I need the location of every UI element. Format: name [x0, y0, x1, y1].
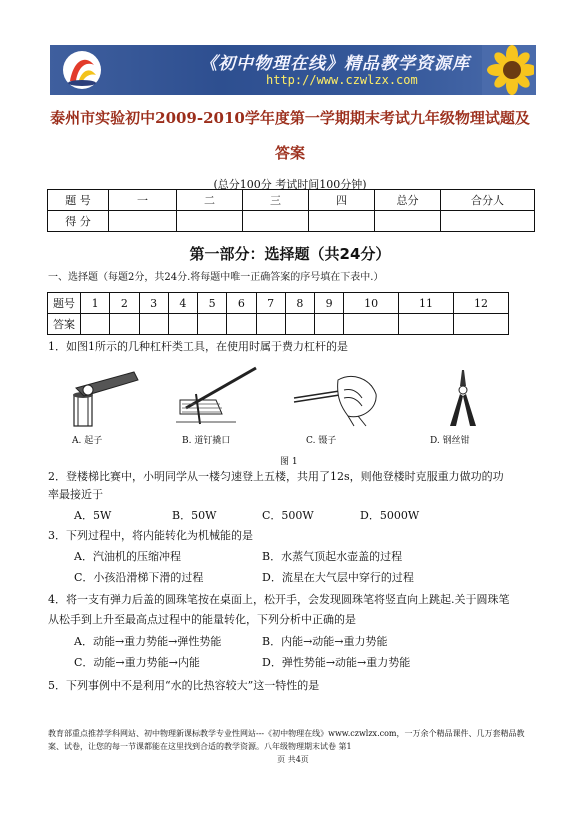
- answer-cell[interactable]: [139, 314, 168, 335]
- q2-option-b[interactable]: B．50W: [172, 509, 217, 522]
- question-2-line2: 率最接近于: [48, 488, 103, 501]
- question-4-line1: 4．将一支有弹力后盖的圆珠笔按在桌面上，松开手，会发现圆珠笔将竖直向上跳起.关于圆珠笔: [48, 593, 510, 606]
- question-4-line2: 从松手到上升至最高点过程中的能量转化，下列分析中正确的是: [48, 613, 356, 626]
- answer-number-cell: 9: [315, 293, 344, 314]
- answer-row-label: 题号: [48, 293, 81, 314]
- answer-input-row: [48, 314, 509, 335]
- answer-cell[interactable]: [315, 314, 344, 335]
- q4-option-c[interactable]: C．动能→重力势能→内能: [74, 656, 200, 669]
- answer-row-label: 答案: [48, 314, 81, 335]
- figure-bottle-opener: [68, 366, 148, 428]
- score-cell[interactable]: [177, 211, 243, 232]
- q3-option-d[interactable]: D．流星在大气层中穿行的过程: [262, 571, 414, 584]
- figure-rail-spike-lever: [176, 364, 262, 428]
- caption-b: B. 道钉撬口: [182, 436, 231, 446]
- site-banner: [50, 45, 536, 95]
- site-logo-icon: [60, 49, 104, 91]
- answer-number-row: [48, 293, 509, 314]
- question-1-text: 1．如图1所示的几种杠杆类工具，在使用时属于费力杠杆的是: [48, 340, 348, 353]
- answer-cell[interactable]: [399, 314, 454, 335]
- answer-number-cell: 4: [168, 293, 197, 314]
- caption-d: D. 钢丝钳: [430, 436, 470, 446]
- q2-option-a[interactable]: A．5W: [74, 509, 112, 522]
- answer-cell[interactable]: [81, 314, 110, 335]
- score-header-cell: 一: [109, 190, 177, 211]
- q4-option-a[interactable]: A．动能→重力势能→弹性势能: [74, 635, 222, 648]
- score-table-header-row: [48, 190, 535, 211]
- question-5-text: 5．下列事例中不是利用“水的比热容较大”这一特性的是: [48, 679, 320, 692]
- q3-option-b[interactable]: B．水蒸气顶起水壶盖的过程: [262, 550, 403, 563]
- figure-pliers: [446, 368, 482, 428]
- answer-number-cell: 6: [227, 293, 256, 314]
- footer-line2: 页 共4页: [277, 755, 309, 764]
- answer-number-cell: 5: [198, 293, 227, 314]
- score-header-cell: 三: [243, 190, 309, 211]
- answer-number-cell: 10: [344, 293, 399, 314]
- score-cell[interactable]: [309, 211, 375, 232]
- answer-number-cell: 7: [256, 293, 285, 314]
- answer-cell[interactable]: [344, 314, 399, 335]
- answer-cell[interactable]: [110, 314, 139, 335]
- answer-number-cell: 12: [453, 293, 508, 314]
- document-title-line2: 答案: [274, 144, 305, 162]
- page-footer: [48, 727, 538, 766]
- score-header-cell: 总分: [375, 190, 441, 211]
- score-table: [47, 189, 535, 232]
- pliers-icon: [446, 368, 482, 428]
- score-table-score-row: [48, 211, 535, 232]
- q4-option-b[interactable]: B．内能→动能→重力势能: [262, 635, 388, 648]
- score-cell[interactable]: [243, 211, 309, 232]
- score-header-cell: 四: [309, 190, 375, 211]
- answer-cell[interactable]: [285, 314, 314, 335]
- question-3-text: 3．下列过程中，将内能转化为机械能的是: [48, 529, 253, 542]
- answer-number-cell: 11: [399, 293, 454, 314]
- exam-meta: (总分100分 考试时间100分钟): [213, 178, 367, 191]
- q3-option-c[interactable]: C．小孩沿滑梯下滑的过程: [74, 571, 204, 584]
- answer-table: [47, 292, 509, 335]
- answer-cell[interactable]: [453, 314, 508, 335]
- score-header-cell: 题 号: [48, 190, 109, 211]
- score-header-cell: 二: [177, 190, 243, 211]
- answer-number-cell: 3: [139, 293, 168, 314]
- q3-option-a[interactable]: A．汽油机的压缩冲程: [74, 550, 181, 563]
- answer-number-cell: 1: [81, 293, 110, 314]
- score-header-cell: 合分人: [441, 190, 535, 211]
- answer-cell[interactable]: [198, 314, 227, 335]
- question-2-line1: 2．登楼梯比赛中，小明同学从一楼匀速登上五楼，共用了12s，则他登楼时克服重力做功的功: [48, 470, 504, 483]
- tweezers-icon: [292, 368, 382, 428]
- answer-number-cell: 8: [285, 293, 314, 314]
- figure-1-label: 图 1: [280, 457, 298, 467]
- figure-tweezers: [292, 368, 382, 428]
- score-cell[interactable]: [441, 211, 535, 232]
- answer-cell[interactable]: [227, 314, 256, 335]
- footer-line1: 教育部重点推荐学科网站、初中物理新课标教学专业性网站---《初中物理在线》www.czwlzx.com，一万余个精品课件、几万套精品教案、试卷，让您的每一节课都能在这里找到合适的教学资源。八年级物理期末试卷 第1: [48, 729, 525, 751]
- score-cell[interactable]: [109, 211, 177, 232]
- banner-title: 《初中物理在线》精品教学资源库: [200, 54, 470, 74]
- caption-c: C. 镊子: [306, 436, 337, 446]
- document-title-line1: 泰州市实验初中2009-2010学年度第一学期期末考试九年级物理试题及: [50, 109, 530, 127]
- q2-option-d[interactable]: D．5000W: [360, 509, 420, 522]
- rail-spike-lever-icon: [176, 364, 262, 428]
- score-cell[interactable]: [375, 211, 441, 232]
- q4-option-d[interactable]: D．弹性势能→动能→重力势能: [262, 656, 411, 669]
- answer-cell[interactable]: [256, 314, 285, 335]
- answer-cell[interactable]: [168, 314, 197, 335]
- bottle-opener-icon: [68, 366, 148, 428]
- score-row-label: 得 分: [48, 211, 109, 232]
- sunflower-icon: [482, 45, 534, 95]
- q2-option-c[interactable]: C．500W: [262, 509, 314, 522]
- answer-number-cell: 2: [110, 293, 139, 314]
- instructions: 一、选择题（每题2分，共24分.将每题中唯一正确答案的序号填在下表中.）: [48, 272, 384, 283]
- caption-a: A. 起子: [72, 436, 103, 446]
- section-title: 第一部分：选择题（共24分）: [189, 245, 391, 263]
- banner-url[interactable]: http://www.czwlzx.com: [266, 73, 418, 87]
